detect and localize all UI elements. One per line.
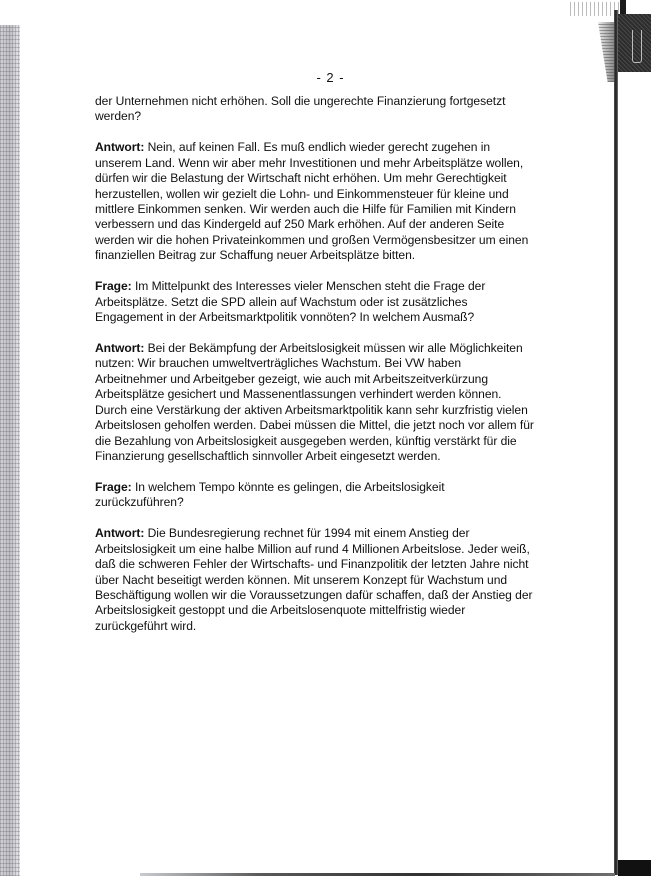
- paragraph-continuation: [95, 94, 535, 125]
- scan-right-edge-line: [614, 10, 618, 875]
- paragraph-text: der Unternehmen nicht erhöhen. Soll die ungerechte Finanzierung fortgesetzt werden?: [95, 94, 506, 124]
- paragraph-answer: [95, 526, 535, 634]
- paragraph-question: [95, 480, 535, 511]
- answer-label: Antwort:: [95, 341, 145, 356]
- question-text: In welchem Tempo könnte es gelingen, die Arbeitslosigkeit zurückzuführen?: [95, 479, 445, 510]
- document-body: [95, 94, 535, 650]
- scan-top-specks: [570, 2, 620, 16]
- answer-text: Nein, auf keinen Fall. Es muß endlich wieder gerecht zugehen in unserem Land. Wenn wir aber mehr Investitionen und mehr Arbeitsplätze wollen, dürfen wir die Belastung der Wirtschaft nicht erhöhen. Um mehr Gerechtigkeit herzustellen, wollen wir gezielt die Lohn- und Einkommensteuer für kleine und mittlere Einkommen senken. Wir werden auch die Hilfe für Familien mit Kindern verbessern und das Kindergeld auf 250 Mark erhöhen. Auf der anderen Seite werden wir die hohen Privateinkommen und großen Vermögensbesitzer um einen finanziellen Beitrag zur Schaffung neuer Arbeitsplätze bitten.: [95, 140, 529, 263]
- paragraph-answer: [95, 341, 535, 464]
- scan-bottom-right-corner: [618, 860, 651, 876]
- question-text: Im Mittelpunkt des Interesses vieler Menschen steht die Frage der Arbeitsplätze. Setzt die SPD allein auf Wachstum oder ist zusätzliches Engagement in der Arbeitsmarktpolitik vonnöten? In welchem Ausmaß?: [95, 279, 486, 325]
- binder-clip-mark: [632, 30, 642, 63]
- scan-left-edge-noise: [0, 25, 20, 876]
- page-number: - 2 -: [316, 70, 345, 85]
- answer-text: Die Bundesregierung rechnet für 1994 mit einem Anstieg der Arbeitslosigkeit um eine halbe Million auf rund 4 Millionen Arbeitslose. Jeder weiß, daß die schweren Fehler der Wirtschafts- und Finanzpolitik der letzten Jahre nicht über Nacht beseitigt werden können. Mit unserem Konzept für Wachstum und Beschäftigung wollen wir die Voraussetzungen dafür schaffen, daß der Anstieg der Arbeitslosigkeit gestoppt und die Arbeitslosenquote mittelfristig wieder zurückgeführt wird.: [95, 526, 533, 633]
- answer-text: Bei der Bekämpfung der Arbeitslosigkeit müssen wir alle Möglichkeiten nutzen: Wir brauchen umweltverträgliches Wachstum. Bei VW haben Arbeitnehmer und Arbeitgeber gezeigt, wie auch mit Arbeitszeitverkürzung Arbeitsplätze gesichert und Massenentlassungen verhindert werden können. Durch eine Verstärkung der aktiven Arbeitsmarktpolitik kann sehr kurzfristig vielen Arbeitslosen geholfen werden. Dabei müssen die Mittel, die jetzt noch vor allem für die Bezahlung von Arbeitslosigkeit ausgegeben werden, künftig verstärkt für die Finanzierung gesellschaftlich sinnvoller Arbeit eingesetzt werden.: [95, 341, 534, 463]
- answer-label: Antwort:: [95, 140, 145, 155]
- scan-top-dark-bar: [620, 0, 626, 14]
- question-label: Frage:: [95, 279, 132, 294]
- answer-label: Antwort:: [95, 526, 145, 541]
- paragraph-question: [95, 279, 535, 325]
- question-label: Frage:: [95, 479, 132, 494]
- paragraph-answer: [95, 140, 535, 263]
